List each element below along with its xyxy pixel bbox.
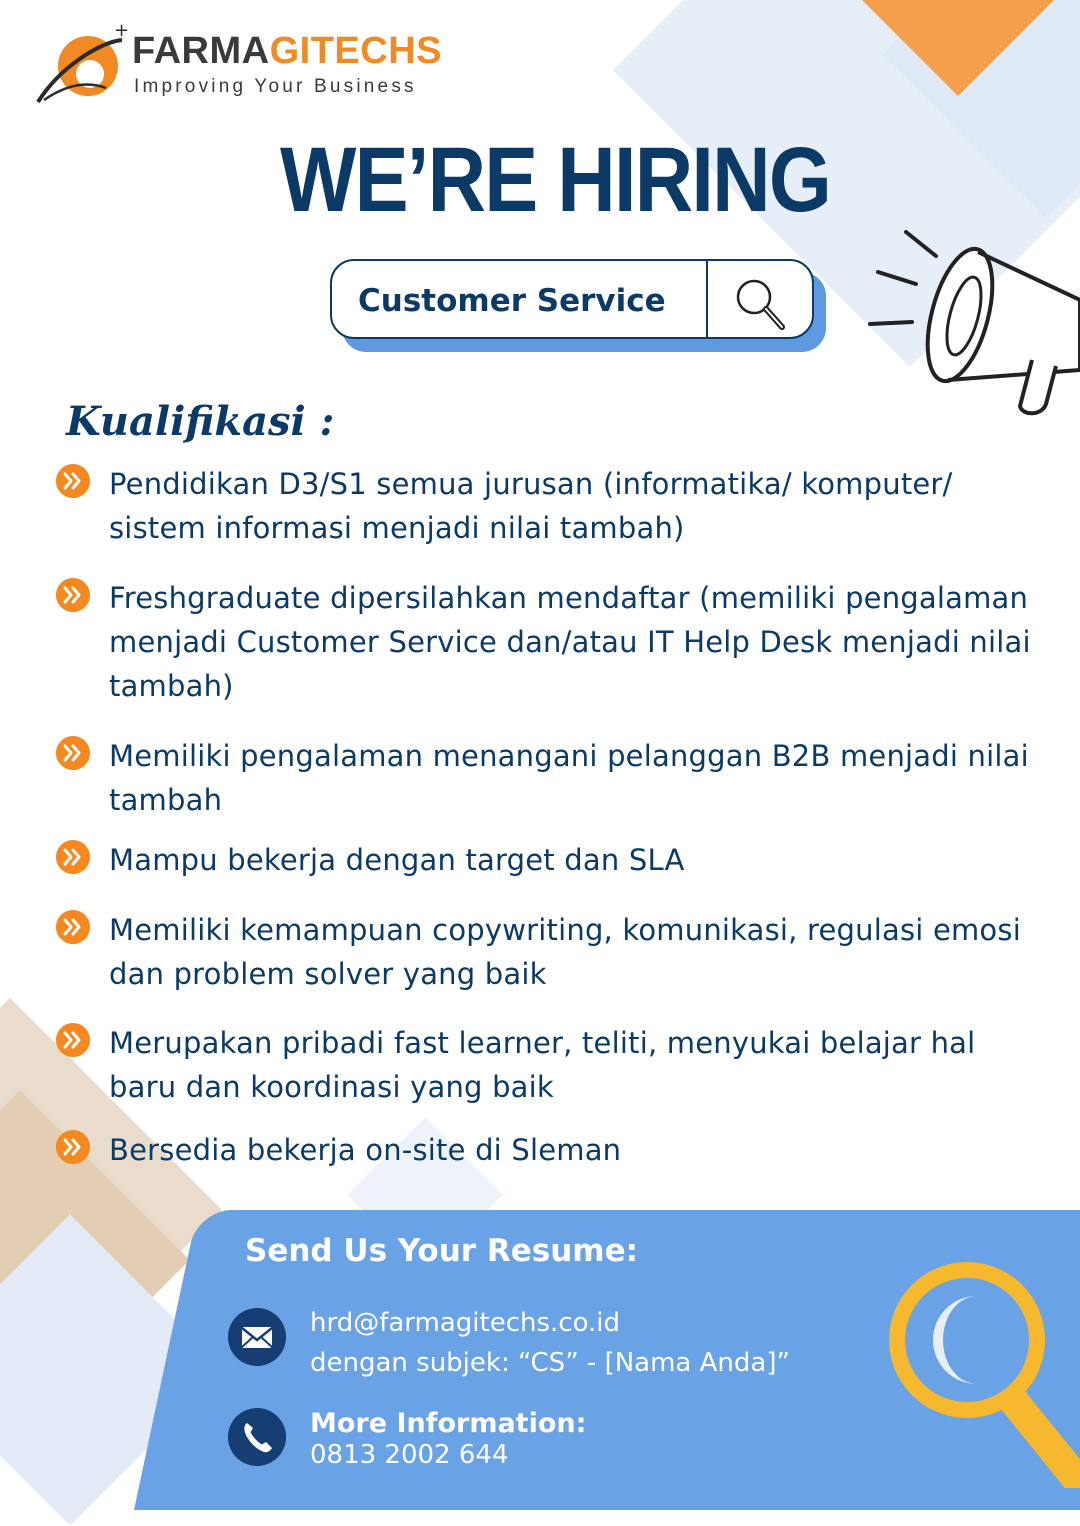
search-icon — [728, 273, 792, 333]
qualification-text: Bersedia bekerja on-site di Sleman — [109, 1133, 622, 1167]
qualification-text: Pendidikan D3/S1 semua jurusan (informatika/ komputer/ sistem informasi menjadi nilai tambah) — [109, 467, 953, 545]
double-chevron-icon — [56, 910, 90, 944]
logo-mark-icon — [30, 22, 130, 112]
brand-name: FARMAGITECHS — [132, 30, 443, 72]
double-chevron-icon — [56, 464, 90, 498]
qualifications-title: Kualifikasi : — [66, 398, 335, 445]
qualification-text: Memiliki kemampuan copywriting, komunikasi, regulasi emosi dan problem solver yang baik — [109, 913, 1021, 991]
bg-shape-orange-triangle — [862, 0, 1054, 96]
qualification-text: Memiliki pengalaman menangani pelanggan B2B menjadi nilai tambah — [109, 739, 1029, 817]
headline: WE’RE HIRING — [279, 129, 831, 231]
double-chevron-icon — [56, 578, 90, 612]
double-chevron-icon — [56, 840, 90, 874]
magnifier-icon — [885, 1258, 1080, 1488]
position-label: Customer Service — [358, 283, 666, 319]
qualification-text: Mampu bekerja dengan target dan SLA — [109, 843, 685, 877]
envelope-icon — [228, 1308, 286, 1366]
qualification-text: Freshgraduate dipersilahkan mendaftar (memiliki pengalaman menjadi Customer Service dan/atau IT Help Desk menjadi nilai tambah) — [109, 581, 1031, 703]
brand-tagline: Improving Your Business — [134, 76, 417, 97]
double-chevron-icon — [56, 736, 90, 770]
qualification-text: Merupakan pribadi fast learner, teliti, menyukai belajar hal baru dan koordinasi yang baik — [109, 1026, 976, 1104]
contact-title: Send Us Your Resume: — [245, 1233, 639, 1269]
position-search-bar — [330, 259, 814, 339]
contact-email[interactable]: hrd@farmagitechs.co.id — [310, 1308, 621, 1338]
double-chevron-icon — [56, 1023, 90, 1057]
contact-phone[interactable]: 0813 2002 644 — [310, 1440, 509, 1470]
svg-text:+: + — [114, 22, 130, 41]
phone-icon — [228, 1408, 286, 1466]
double-chevron-icon — [56, 1130, 90, 1164]
more-info-label: More Information: — [310, 1408, 587, 1439]
search-divider — [706, 259, 708, 339]
logo — [30, 22, 450, 112]
contact-email-subject: dengan subjek: “CS” - [Nama Anda]” — [310, 1348, 790, 1378]
megaphone-icon — [860, 220, 1080, 420]
